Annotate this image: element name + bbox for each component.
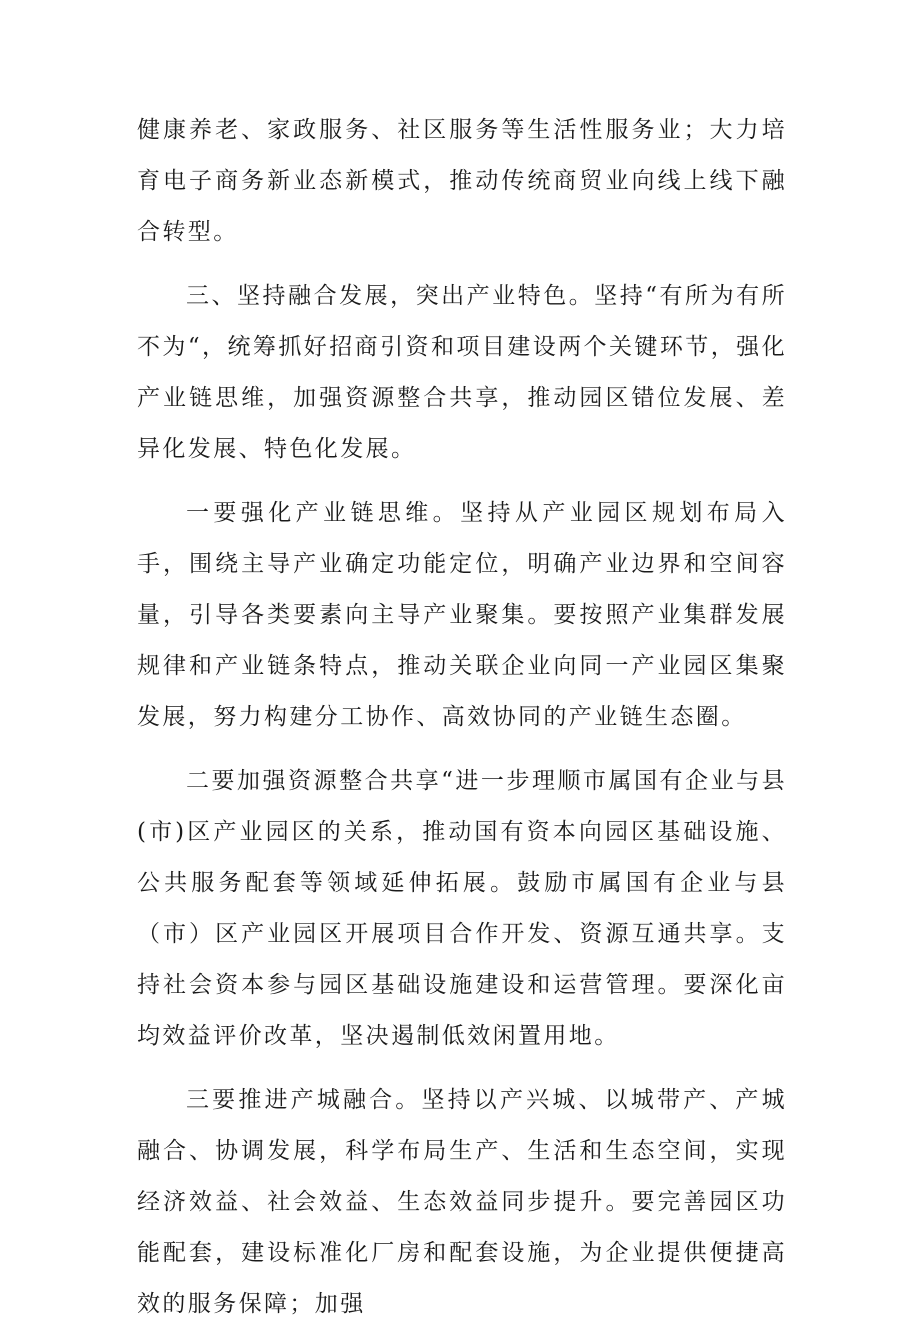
paragraph-4: 二要加强资源整合共享“进一步理顺市属国有企业与县(市)区产业园区的关系，推动国有资本向园区基础设施、公共服务配套等领域延伸拓展。鼓励市属国有企业与县（市）区产业园区开展项目合作开发、资源互通共享。支持社会资本参与园区基础设施建设和运营管理。要深化亩均效益评价改革，坚决遏制低效闲置用地。 xyxy=(137,768,787,1049)
paragraph-2: 三、坚持融合发展，突出产业特色。坚持“有所为有所不为“，统筹抓好招商引资和项目建设两个关键环节，强化产业链思维，加强资源整合共享，推动园区错位发展、差异化发展、特色化发展。 xyxy=(137,283,787,462)
paragraph-1: 健康养老、家政服务、社区服务等生活性服务业；大力培育电子商务新业态新模式，推动传统商贸业向线上线下融合转型。 xyxy=(137,117,787,245)
paragraph-5: 三要推进产城融合。坚持以产兴城、以城带产、产城融合、协调发展，科学布局生产、生活和生态空间，实现经济效益、社会效益、生态效益同步提升。要完善园区功能配套，建设标准化厂房和配套设施，为企业提供便捷高效的服务保障；加强 xyxy=(137,1087,787,1317)
paragraph-3: 一要强化产业链思维。坚持从产业园区规划布局入手，围绕主导产业确定功能定位，明确产业边界和空间容量，引导各类要素向主导产业聚集。要按照产业集群发展规律和产业链条特点，推动关联企业向同一产业园区集聚发展，努力构建分工协作、高效协同的产业链生态圈。 xyxy=(137,500,787,730)
document-body xyxy=(137,105,787,1343)
